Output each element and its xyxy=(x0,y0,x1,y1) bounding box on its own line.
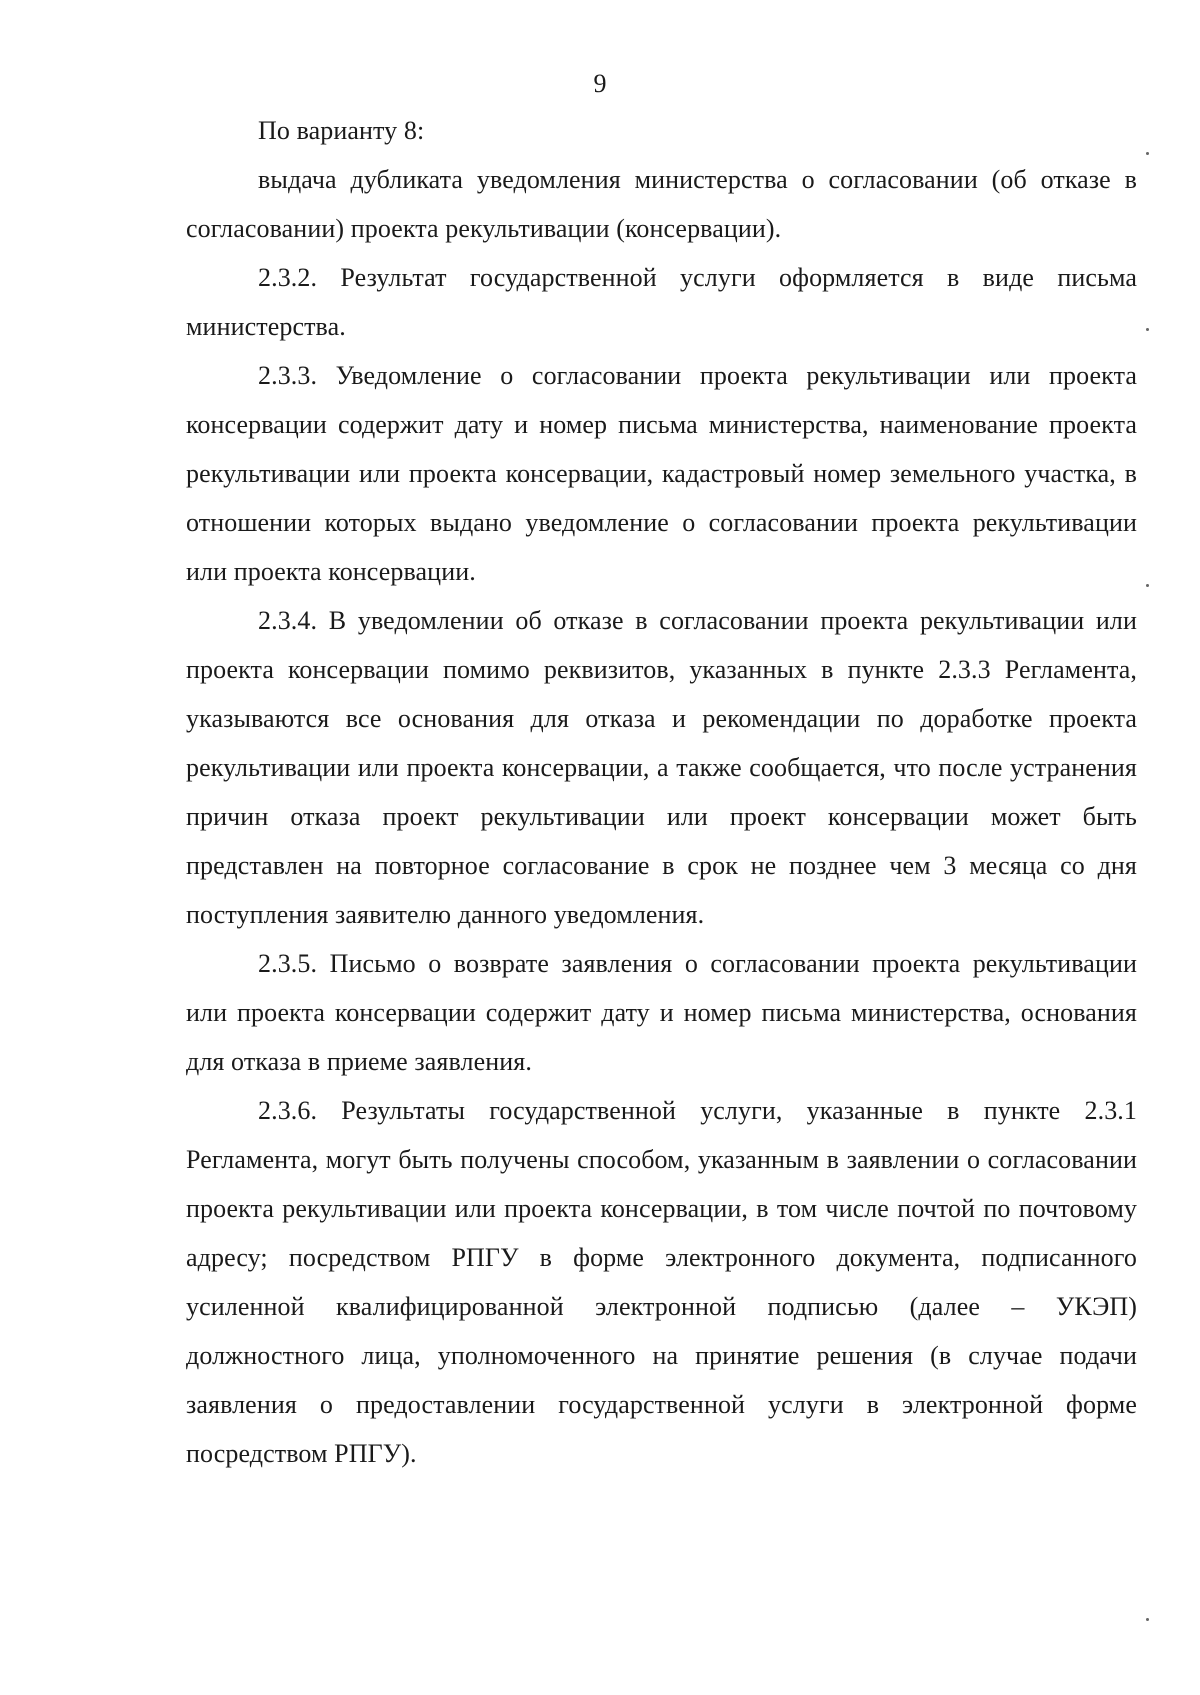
paragraph-2-3-3: 2.3.3. Уведомление о согласовании проекта рекультивации или проекта консервации содержит дату и номер письма министерства, наименование проекта рекультивации или проекта консервации, кадастровый номер земельного участка, в отношении которых выдано уведомление о согласовании проекта рекультивации или проекта консервации. xyxy=(186,361,1137,586)
paragraph-variant-text: выдача дубликата уведомления министерства о согласовании (об отказе в согласовании) проекта рекультивации (консервации). xyxy=(186,165,1137,243)
scan-speck xyxy=(1146,152,1149,155)
document-body xyxy=(186,106,1137,1478)
scan-speck xyxy=(1146,328,1149,331)
page-number: 9 xyxy=(593,69,607,98)
scan-speck xyxy=(1146,1618,1149,1621)
paragraph-variant-heading: По варианту 8: xyxy=(258,116,425,145)
paragraph-2-3-6: 2.3.6. Результаты государственной услуги, указанные в пункте 2.3.1 Регламента, могут быть получены способом, указанным в заявлении о согласовании проекта рекультивации или проекта консервации, в том числе почтой по почтовому адресу; посредством РПГУ в форме электронного документа, подписанного усиленной квалифицированной электронной подписью (далее – УКЭП) должностного лица, уполномоченного на принятие решения (в случае подачи заявления о предоставлении государственной услуги в электронной форме посредством РПГУ). xyxy=(186,1096,1137,1468)
scan-speck xyxy=(1146,584,1149,587)
paragraph-2-3-2: 2.3.2. Результат государственной услуги оформляется в виде письма министерства. xyxy=(186,263,1137,341)
paragraph-2-3-5: 2.3.5. Письмо о возврате заявления о согласовании проекта рекультивации или проекта консервации содержит дату и номер письма министерства, основания для отказа в приеме заявления. xyxy=(186,949,1137,1076)
paragraph-2-3-4: 2.3.4. В уведомлении об отказе в согласовании проекта рекультивации или проекта консервации помимо реквизитов, указанных в пункте 2.3.3 Регламента, указываются все основания для отказа и рекомендации по доработке проекта рекультивации или проекта консервации, а также сообщается, что после устранения причин отказа проект рекультивации или проект консервации может быть представлен на повторное согласование в срок не позднее чем 3 месяца со дня поступления заявителю данного уведомления. xyxy=(186,606,1137,929)
